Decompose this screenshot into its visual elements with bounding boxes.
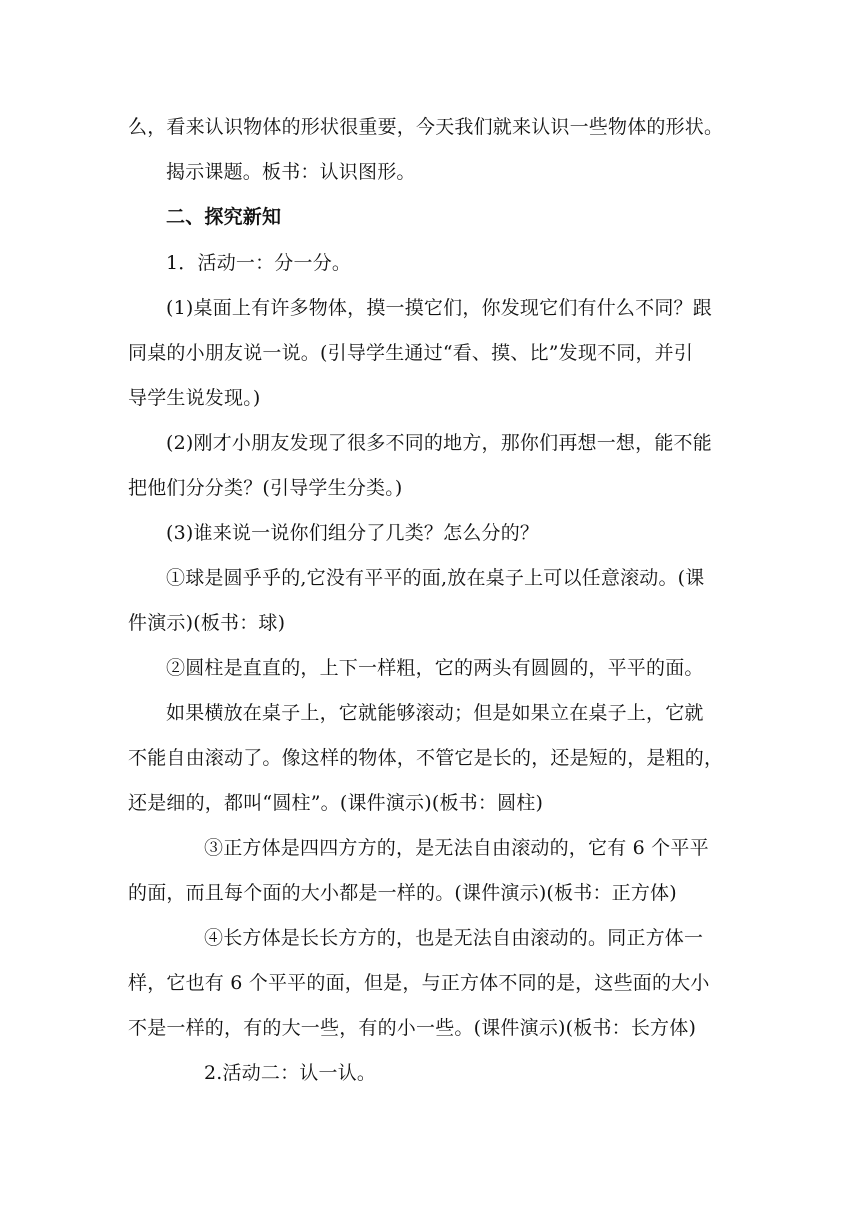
paragraph-line: 件演示)(板书：球) <box>128 612 286 634</box>
paragraph-line: (2)刚才小朋友发现了很多不同的地方，那你们再想一想，能不能 <box>166 432 712 454</box>
paragraph-line: 不是一样的，有的大一些，有的小一些。(课件演示)(板书：长方体) <box>128 1017 697 1039</box>
paragraph-line: 如果横放在桌子上，它就能够滚动；但是如果立在桌子上，它就 <box>166 702 704 724</box>
paragraph-line: 样，它也有 6 个平平的面，但是，与正方体不同的是，这些面的大小 <box>128 972 710 994</box>
paragraph-line: 的面，而且每个面的大小都是一样的。(课件演示)(板书：正方体) <box>128 882 677 904</box>
paragraph-line: 把他们分分类？(引导学生分类。) <box>128 477 403 499</box>
paragraph-line: ②圆柱是直直的，上下一样粗，它的两头有圆圆的，平平的面。 <box>166 657 704 679</box>
paragraph-line: 不能自由滚动了。像这样的物体，不管它是长的，还是短的，是粗的， <box>128 747 724 769</box>
subsection-heading: 1．活动一：分一分。 <box>166 252 352 274</box>
paragraph-line: ③正方体是四四方方的，是无法自由滚动的，它有 6 个平平 <box>204 837 709 859</box>
paragraph-line: 还是细的，都叫“圆柱”。(课件演示)(板书：圆柱) <box>128 792 544 814</box>
paragraph-line: 同桌的小朋友说一说。(引导学生通过“看、摸、比”发现不同，并引 <box>128 342 694 364</box>
paragraph-line: 揭示课题。板书：认识图形。 <box>166 161 416 183</box>
paragraph-line: (1)桌面上有许多物体，摸一摸它们，你发现它们有什么不同？跟 <box>166 297 712 319</box>
section-heading: 二、探究新知 <box>166 206 282 228</box>
paragraph-line: 么，看来认识物体的形状很重要，今天我们就来认识一些物体的形状。 <box>128 116 724 138</box>
paragraph-line: ④长方体是长长方方的，也是无法自由滚动的。同正方体一 <box>204 927 704 949</box>
paragraph-line: ①球是圆乎乎的,它没有平平的面,放在桌子上可以任意滚动。(课 <box>166 567 705 589</box>
paragraph-line: 导学生说发现。) <box>128 387 261 409</box>
subsection-heading: 2.活动二：认一认。 <box>204 1062 377 1084</box>
paragraph-line: (3)谁来说一说你们组分了几类？怎么分的？ <box>166 522 540 544</box>
